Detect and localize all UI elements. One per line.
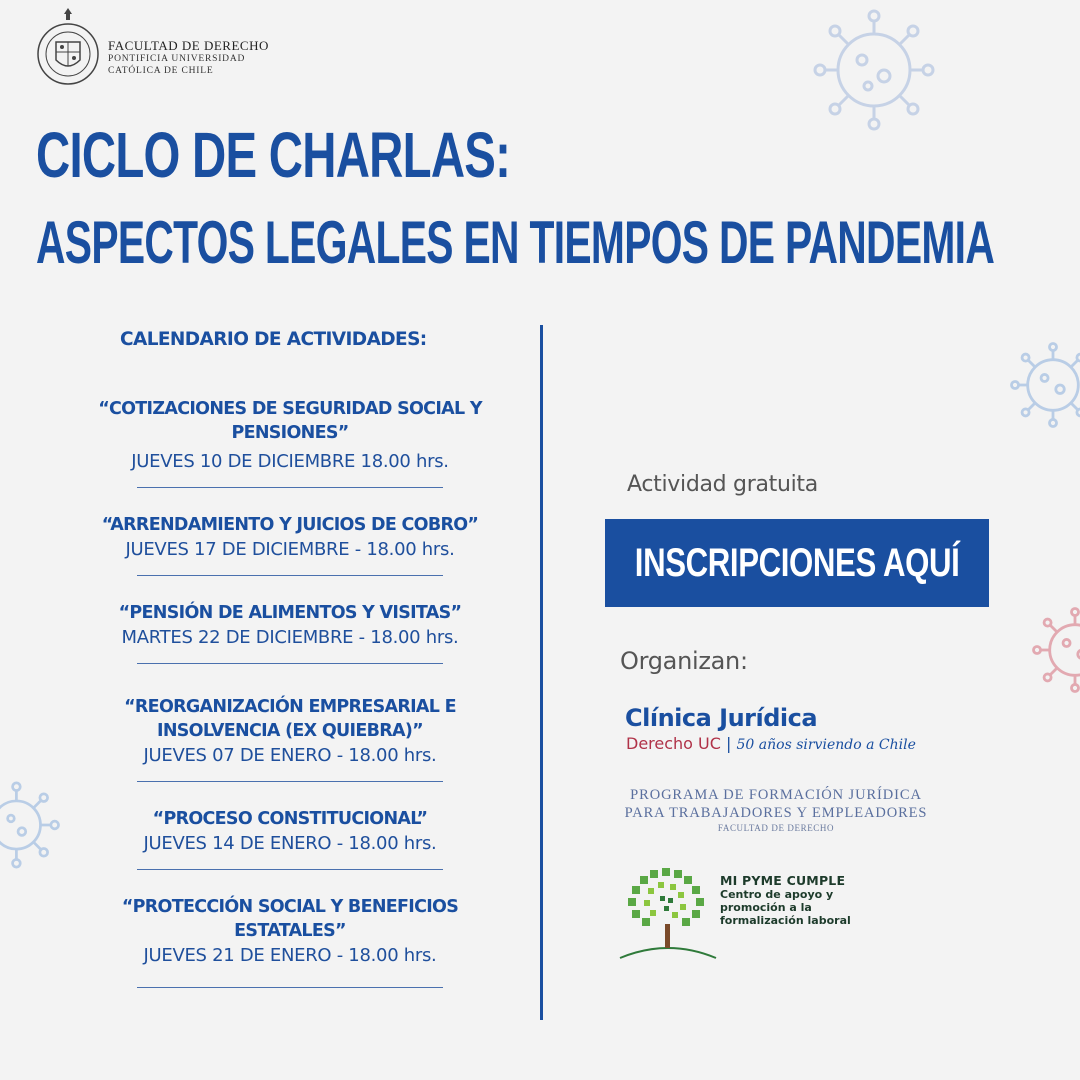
university-line1: PONTIFICIA UNIVERSIDAD [108, 54, 246, 64]
column-divider [540, 325, 543, 1020]
programa-line2: PARA TRABAJADORES Y EMPLEADORES [624, 805, 928, 821]
clinica-separator: | [726, 734, 732, 753]
event-divider [137, 987, 443, 988]
programa-line3: FACULTAD DE DERECHO [717, 823, 835, 833]
event-name: “PROTECCIÓN SOCIAL Y BENEFICIOS ESTATALES” [121, 897, 459, 941]
event-name: “REORGANIZACIÓN EMPRESARIAL E INSOLVENCIA (EX QUIEBRA)” [124, 697, 456, 741]
programa-line1: PROGRAMA DE FORMACIÓN JURÍDICA [630, 787, 922, 803]
event-item [80, 895, 500, 988]
pyme-line2: promoción a la [720, 901, 812, 914]
virus-icon [810, 6, 938, 134]
virus-icon [1008, 340, 1080, 430]
programa-logo [624, 786, 928, 834]
pyme-text [720, 873, 851, 927]
event-divider [137, 663, 443, 664]
event-date: JUEVES 17 DE DICIEMBRE - 18.00 hrs. [125, 539, 455, 560]
faculty-block [108, 38, 269, 77]
university-line2: CATÓLICA DE CHILE [108, 66, 214, 76]
virus-icon [1030, 600, 1080, 700]
event-date: JUEVES 10 DE DICIEMBRE 18.00 hrs. [131, 451, 449, 472]
free-activity-label: Actividad gratuita [627, 472, 818, 497]
event-name: “COTIZACIONES DE SEGURIDAD SOCIAL Y PENSIONES” [98, 399, 482, 443]
event-divider [137, 781, 443, 782]
clinica-sub: Derecho UC [626, 734, 721, 753]
clinica-logo-sub [626, 734, 916, 753]
register-button[interactable] [605, 519, 989, 607]
event-item [80, 807, 500, 903]
page-title [36, 120, 1080, 276]
pyme-tree-logo-icon [618, 862, 718, 960]
clinica-logo-name: Clínica Jurídica [625, 704, 818, 732]
event-divider [137, 575, 443, 576]
title-line2: ASPECTOS LEGALES EN TIEMPOS DE PANDEMIA [36, 209, 995, 276]
event-item [80, 397, 500, 497]
clinica-tagline: 50 años sirviendo a Chile [736, 737, 916, 753]
event-date: MARTES 22 DE DICIEMBRE - 18.00 hrs. [121, 627, 459, 648]
university-seal-icon [36, 6, 100, 90]
register-button-label: INSCRIPCIONES AQUÍ [634, 540, 960, 585]
event-date: JUEVES 21 DE ENERO - 18.00 hrs. [143, 945, 437, 966]
event-divider [137, 869, 443, 870]
title-line1: CICLO DE CHARLAS: [36, 119, 511, 191]
event-divider [137, 487, 443, 488]
calendar-heading: CALENDARIO DE ACTIVIDADES: [120, 329, 427, 350]
event-date: JUEVES 07 DE ENERO - 18.00 hrs. [143, 745, 437, 766]
event-item [80, 601, 500, 697]
event-date: JUEVES 14 DE ENERO - 18.00 hrs. [143, 833, 437, 854]
event-name: “PENSIÓN DE ALIMENTOS Y VISITAS” [118, 603, 462, 623]
event-name: “PROCESO CONSTITUCIONAL” [152, 809, 428, 829]
virus-icon [0, 770, 70, 880]
event-list [80, 397, 500, 988]
organizers-label: Organizan: [620, 647, 748, 675]
pyme-line1: Centro de apoyo y [720, 888, 834, 901]
event-item [80, 513, 500, 609]
pyme-line3: formalización laboral [720, 914, 851, 927]
event-name: “ARRENDAMIENTO Y JUICIOS DE COBRO” [101, 515, 479, 535]
event-item [80, 695, 500, 795]
pyme-name: MI PYME CUMPLE [720, 873, 846, 888]
faculty-name: FACULTAD DE DERECHO [108, 38, 269, 53]
